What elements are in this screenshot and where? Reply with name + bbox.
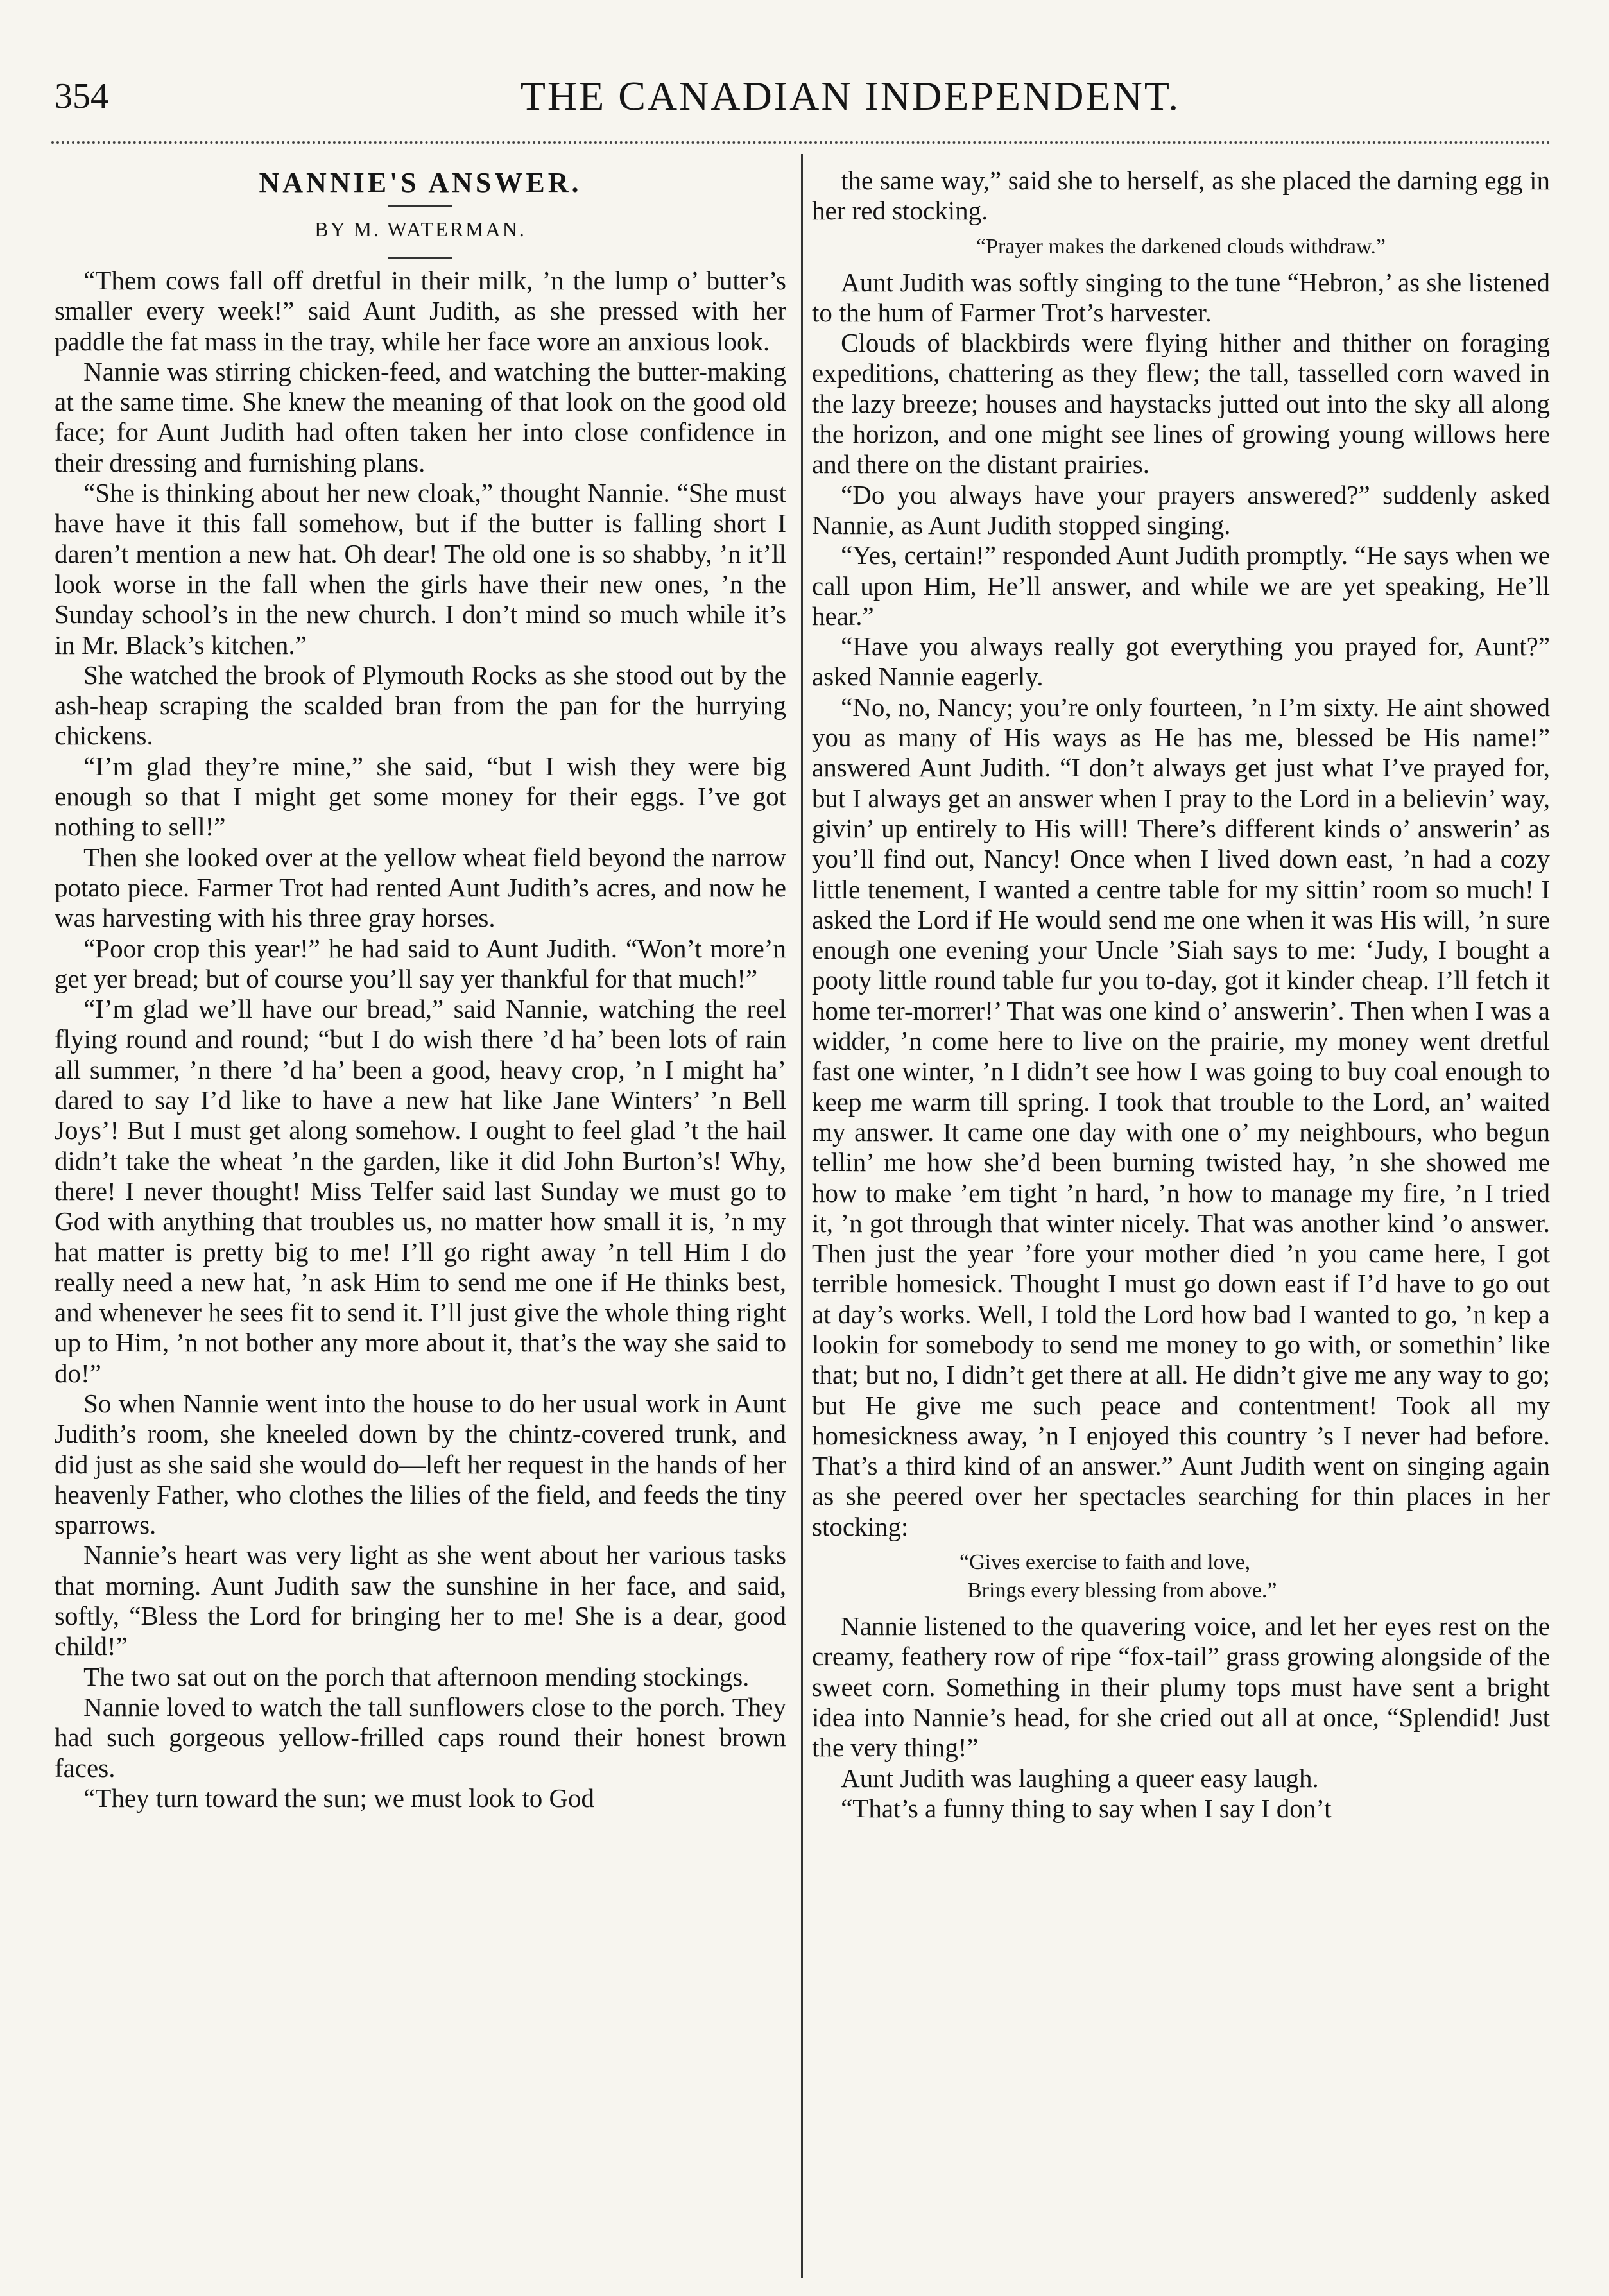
column-divider <box>801 154 803 2278</box>
paragraph: “I’m glad they’re mine,” she said, “but I wish they were big enough so that I might get some money for their eggs. I’ve got nothing to sell!” <box>55 751 786 842</box>
paragraph: “They turn toward the sun; we must look to God <box>83 1783 595 1813</box>
verse-line: “Gives exercise to faith and love, <box>959 1550 1251 1575</box>
byline-rule <box>388 257 452 259</box>
title-rule <box>388 205 452 207</box>
verse-line: Brings every blessing from above.” <box>967 1579 1277 1603</box>
paragraph: “Have you always really got everything you prayed for, Aunt?” asked Nannie eagerly. <box>812 631 1550 692</box>
masthead: THE CANADIAN INDEPENDENT. <box>520 73 1181 119</box>
right-column <box>812 166 1550 1824</box>
paragraph: The two sat out on the porch that afternoon mending stockings. <box>83 1661 750 1692</box>
paragraph: Aunt Judith was softly singing to the tune “Hebron,’ as she listened to the hum of Farmer Trot’s harvester. <box>812 267 1550 327</box>
hymn-verse-2 <box>812 1548 1550 1605</box>
paragraph: “That’s a funny thing to say when I say I don’t <box>841 1793 1332 1823</box>
paragraph: Aunt Judith was laughing a queer easy laugh. <box>841 1763 1319 1793</box>
paragraph: “She is thinking about her new cloak,” thought Nannie. “She must have have it this fall somehow, but if the butter is falling short I daren’t mention a new hat. Oh dear! The old one is so shabby, ’n it’ll look worse in the fall when the girls have their new ones, ’n the Sunday school’s in the new church. I don’t mind so much while it’s in Mr. Black’s kitchen.” <box>55 478 786 660</box>
paragraph: “Poor crop this year!” he had said to Aunt Judith. “Won’t more’n get yer bread; but of course you’ll say yer thankful for that much!” <box>55 933 786 993</box>
hymn-verse-1 <box>812 233 1550 261</box>
paragraph: So when Nannie went into the house to do her usual work in Aunt Judith’s room, she kneeled down by the chintz-covered trunk, and did just as she said she would do—left her request in the hands of her heavenly Father, who clothes the lilies of the field, and feeds the tiny sparrows. <box>55 1388 786 1540</box>
left-column <box>55 166 786 1813</box>
right-paragraphs-a <box>812 166 1550 227</box>
paragraph: Nannie loved to watch the tall sunflowers close to the porch. They had such gorgeous yellow-frilled caps round their honest brown faces. <box>55 1692 786 1783</box>
paragraph: She watched the brook of Plymouth Rocks as she stood out by the ash-heap scraping the scalded bran from the pan for the hurrying chickens. <box>55 660 786 751</box>
paragraph: “Do you always have your prayers answered?” suddenly asked Nannie, as Aunt Judith stopped singing. <box>812 479 1550 540</box>
header-rule <box>51 141 1551 144</box>
paragraph: “I’m glad we’ll have our bread,” said Nannie, watching the reel flying round and round; “but I do wish there ’d ha’ been lots of rain all summer, ’n there ’d ha’ been a good, heavy crop, ’n I might ha’ dared to say I’d like to have a new hat like Jane Winters’ ’n Bell Joys’! But I must get along somehow. I ought to feel glad ’t the hail didn’t take the wheat ’n the garden, like it did John Burton’s! Why, there! I never thought! Miss Telfer said last Sunday we must go to God with anything that troubles us, no matter how small it is, ’n my hat matter is pretty big to me! I’ll go right away ’n tell Him I do really need a new hat, ’n ask Him to send me one if He thinks best, and whenever he sees fit to send it. I’ll just give the whole thing right up to Him, ’n not bother any more about it, that’s the way she said to do!” <box>55 994 786 1388</box>
paragraph: the same way,” said she to herself, as she placed the darning egg in her red stocking. <box>812 166 1550 226</box>
page-number: 354 <box>55 76 108 116</box>
left-paragraphs <box>55 266 786 1813</box>
article-title: NANNIE'S ANSWER. <box>259 167 582 198</box>
paragraph: Clouds of blackbirds were flying hither and thither on foraging expeditions, chattering as they flew; the tall, tasselled corn waved in the lazy breeze; houses and haystacks jutted out into the sky all along the horizon, and one might see lines of growing young willows here and there on the distant prairies. <box>812 328 1550 479</box>
paragraph: “Yes, certain!” responded Aunt Judith promptly. “He says when we call upon Him, He’ll answer, and while we are yet speaking, He’ll hear.” <box>812 540 1550 631</box>
byline: BY M. WATERMAN. <box>314 218 526 241</box>
paragraph: “No, no, Nancy; you’re only fourteen, ’n I’m sixty. He aint showed you as many of His ways as He has me, blessed be His name!” answered Aunt Judith. “I don’t always get just what I’ve prayed for, but I always get an answer when I pray to the Lord in a believin’ way, givin’ up entirely to His will! There’s different kinds o’ answerin’ as you’ll find out, Nancy! Once when I lived down east, ’n had a cozy little tenement, I wanted a centre table for my sittin’ room so much! I asked the Lord if He would send me one when it was His will, ’n sure enough one evening your Uncle ’Siah says to me: ‘Judy, I bought a pooty little round table fur you to-day, got it kinder cheap. I’ll fetch it home ter-morrer!’ That was one kind o’ answerin’. Then when I was a widder, ’n come here to live on the prairie, my money went dretful fast one winter, ’n I didn’t see how I was going to buy coal enough to keep me warm till spring. I took that trouble to the Lord, an’ waited my answer. It came one day with one o’ my neighbours, who begun tellin’ me how she’d been burning twisted hay, ’n she showed me how to make ’em tight ’n hard, ’n how to manage my fire, ’n I tried it, ’n got through that winter nicely. That was another kind ’o answer. Then just the year ’fore your mother died ’n you came here, I got terrible homesick. Thought I must go down east if I’d have to go out at day’s works. Well, I told the Lord how bad I wanted to go, ’n kep a lookin for somebody to send me money to go with, or somethin’ like that; but no, I didn’t get there at all. He didn’t give me any way to go; but He give me such peace and contentment! Took all my homesickness away, ’n I enjoyed this country ’s I never had before. That’s a third kind of an answer.” Aunt Judith went on singing again as she peered over her spectacles searching for thin places in her stocking: <box>812 692 1550 1541</box>
paragraph: Nannie was stirring chicken-feed, and watching the butter-making at the same time. She knew the meaning of that look on the good old face; for Aunt Judith had often taken her into close confidence in their dressing and furnishing plans. <box>55 356 786 477</box>
paragraph: “Them cows fall off dretful in their milk, ’n the lump o’ butter’s smaller every week!” said Aunt Judith, as she pressed with her paddle the fat mass in the tray, while her face wore an anxious look. <box>55 266 786 356</box>
paragraph: Then she looked over at the yellow wheat field beyond the narrow potato piece. Farmer Trot had rented Aunt Judith’s acres, and now he was harvesting with his three gray horses. <box>55 842 786 933</box>
paragraph: Nannie listened to the quavering voice, and let her eyes rest on the creamy, feathery row of ripe “fox-tail” grass growing alongside of the sweet corn. Something in their plumy tops must have sent a bright idea into Nannie’s head, for she cried out all at once, “Splendid! Just the very thing!” <box>812 1611 1550 1763</box>
right-paragraphs-b <box>812 268 1550 1542</box>
right-paragraphs-c <box>812 1611 1550 1824</box>
paragraph: Nannie’s heart was very light as she went about her various tasks that morning. Aunt Judith saw the sunshine in her face, and said, softly, “Bless the Lord for bringing her to me! She is a dear, good child!” <box>55 1540 786 1661</box>
verse-line: “Prayer makes the darkened clouds withdraw.” <box>976 234 1386 259</box>
